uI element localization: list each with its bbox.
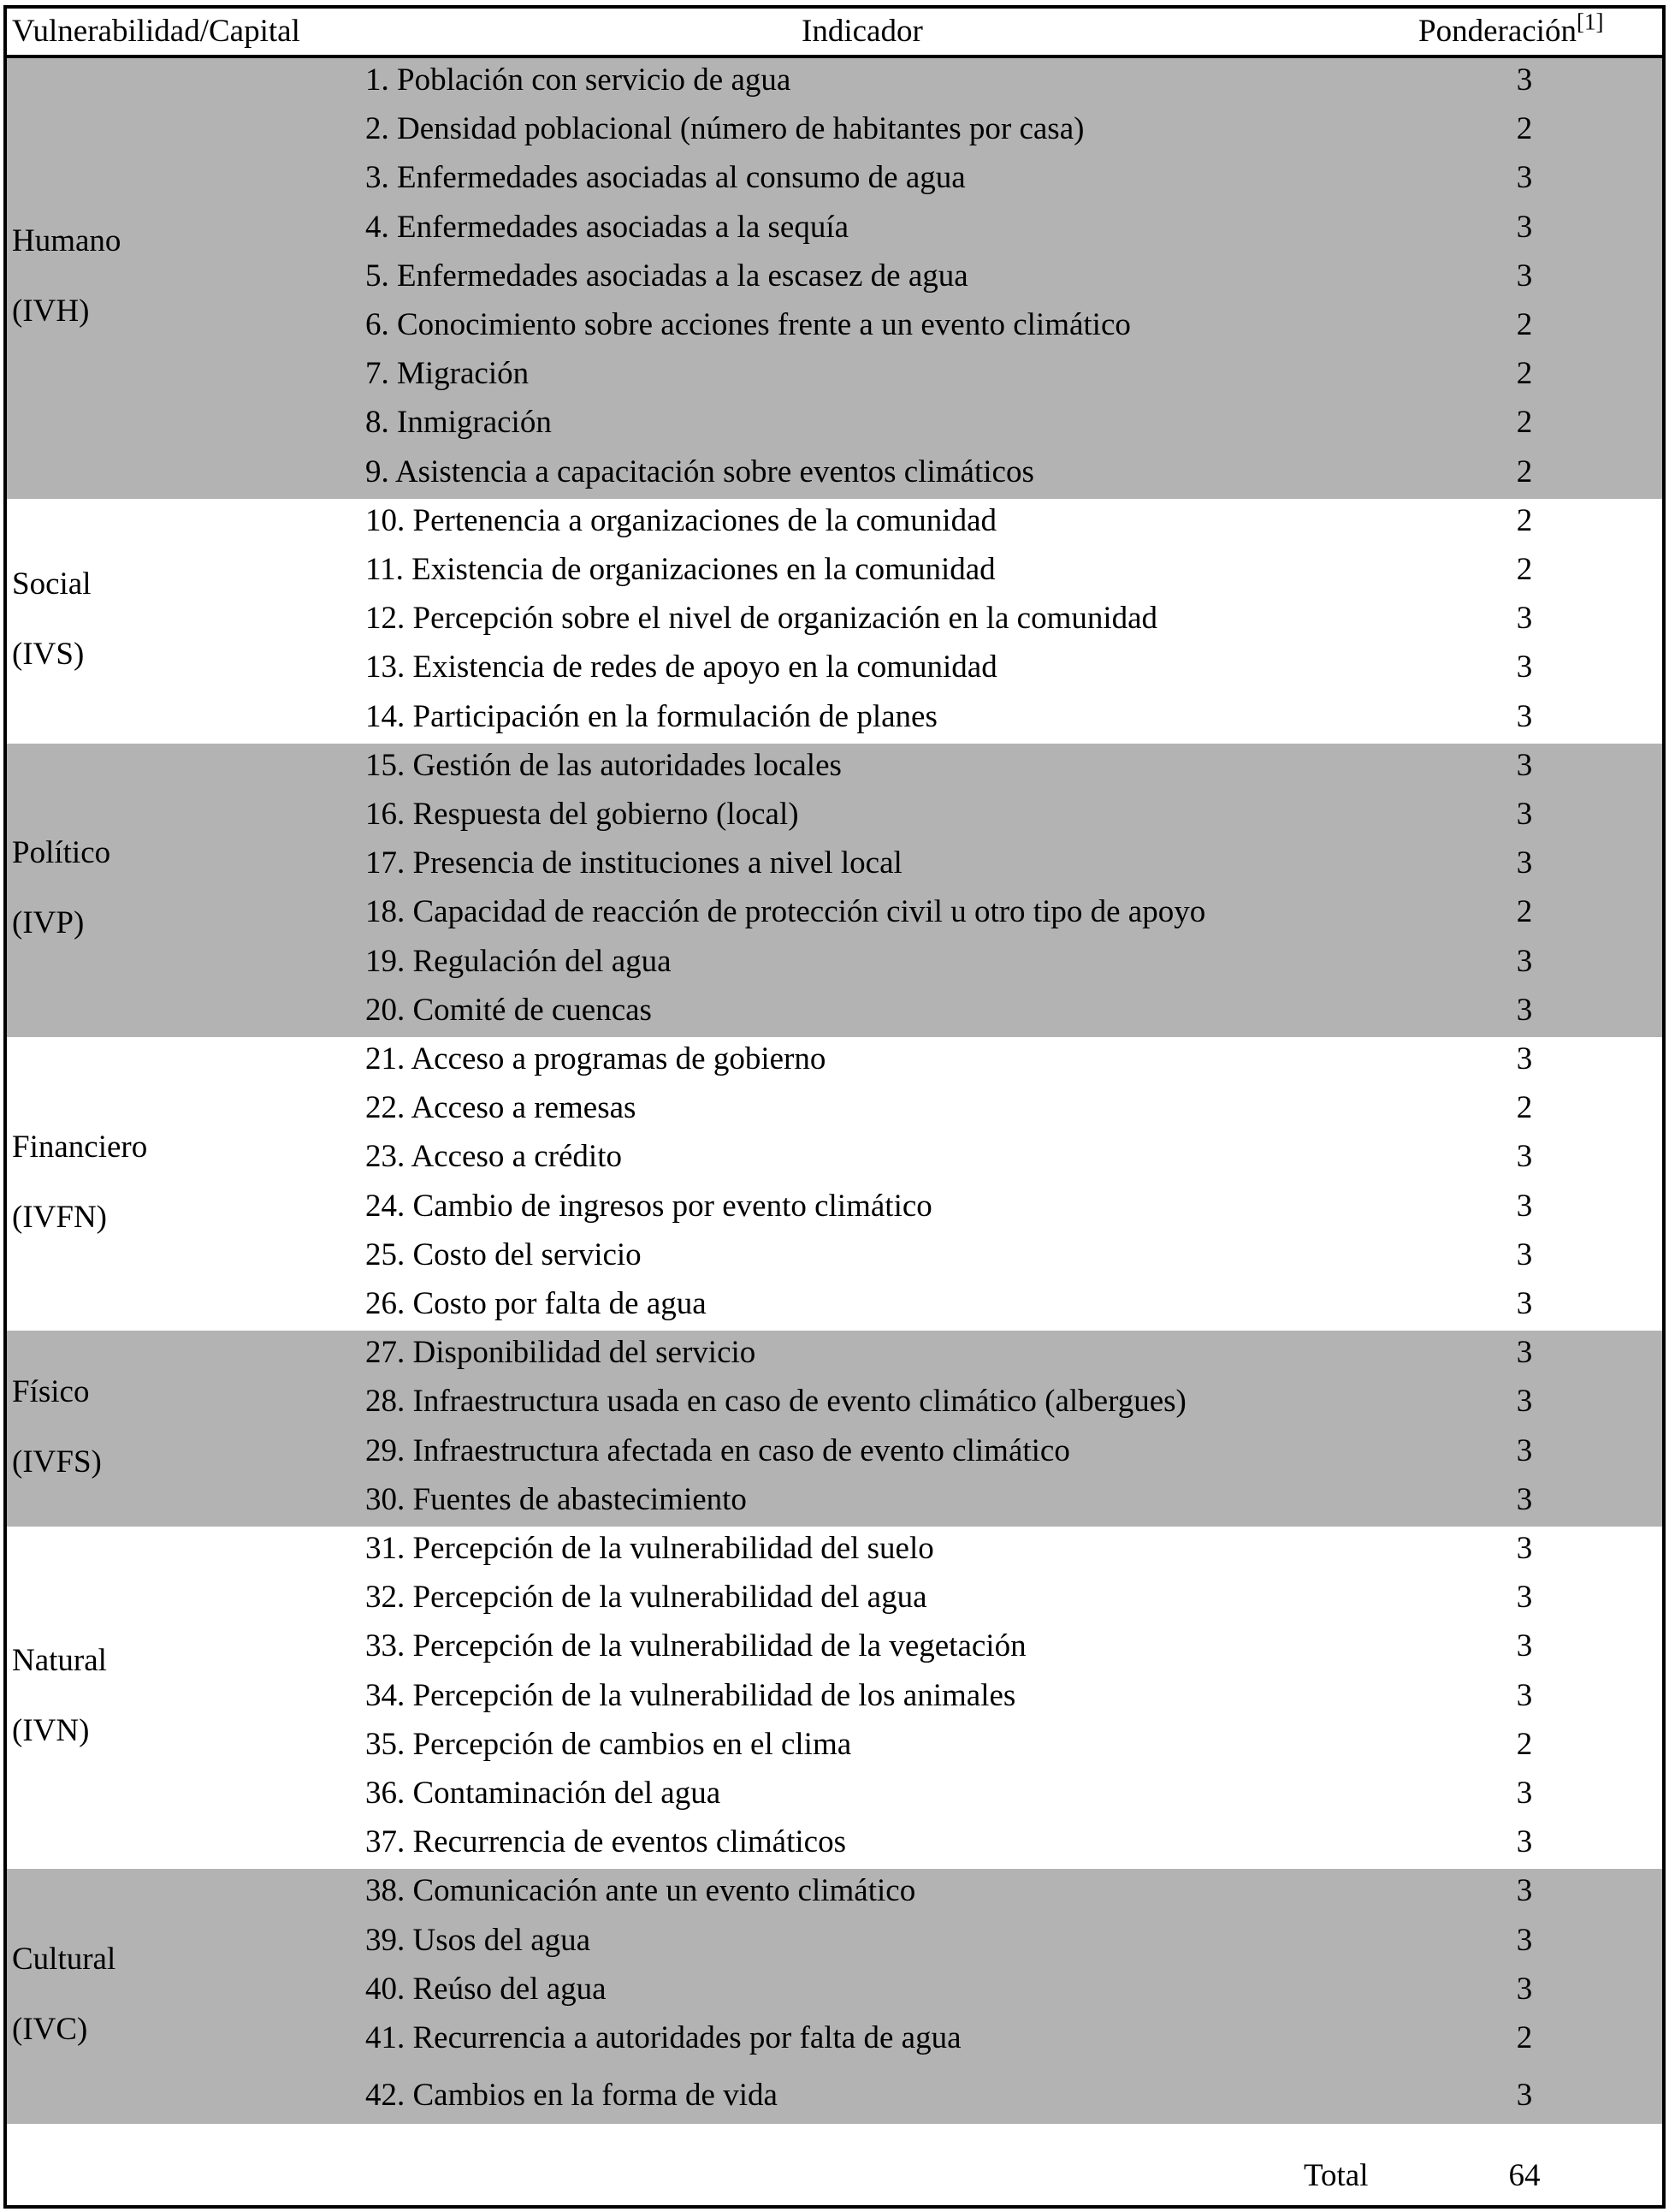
header-weight-label: Ponderación [1418,14,1577,49]
indicator-weight: 3 [1516,797,1533,832]
indicator-weight: 3 [1516,1677,1533,1713]
indicator-label: 11. Existencia de organizaciones en la comunidad [365,552,996,587]
indicator-label: 7. Migración [365,356,530,392]
indicator-weight: 2 [1516,2020,1533,2055]
indicator-label: 23. Acceso a crédito [365,1139,622,1175]
indicator-label: 8. Inmigración [365,405,552,441]
indicator-weight: 2 [1516,111,1533,147]
indicator-weight: 3 [1516,1286,1533,1321]
indicator-label: 33. Percepción de la vulnerabilidad de la vegetación [365,1628,1027,1664]
indicator-weight: 3 [1516,1776,1533,1811]
indicator-label: 4. Enfermedades asociadas a la sequía [365,209,849,245]
indicator-label: 2. Densidad poblacional (número de habitantes por casa) [365,111,1085,147]
capital-code: (IVS) [12,636,85,672]
header-indicator: Indicador [802,14,923,49]
indicator-weight: 3 [1516,1531,1533,1566]
indicator-weight: 3 [1516,1139,1533,1175]
indicator-label: 13. Existencia de redes de apoyo en la comunidad [365,649,997,685]
capital-name: Natural [12,1643,107,1679]
capital-name: Financiero [12,1129,148,1165]
indicator-label: 24. Cambio de ingresos por evento climático [365,1188,932,1224]
group-band [7,744,1662,1037]
indicator-label: 12. Percepción sobre el nivel de organización en la comunidad [365,601,1158,637]
indicator-label: 26. Costo por falta de agua [365,1286,707,1321]
capital-code: (IVP) [12,905,85,941]
indicator-label: 18. Capacidad de reacción de protección civil u otro tipo de apoyo [365,894,1206,930]
header-vulnerability-capital: Vulnerabilidad/Capital [12,14,300,49]
indicator-weight: 3 [1516,160,1533,196]
indicator-weight: 2 [1516,1090,1533,1126]
indicator-label: 17. Presencia de instituciones a nivel local [365,845,903,881]
indicator-weight: 3 [1516,943,1533,979]
indicator-label: 5. Enfermedades asociadas a la escasez de agua [365,258,968,294]
indicator-weight: 2 [1516,502,1533,538]
capital-code: (IVN) [12,1713,90,1749]
indicator-label: 37. Recurrencia de eventos climáticos [365,1824,846,1860]
footnote-marker: [1] [1576,9,1604,35]
indicator-label: 25. Costo del servicio [365,1236,642,1272]
indicator-weight: 2 [1516,454,1533,489]
total-label: Total [1304,2158,1369,2193]
indicator-label: 35. Percepción de cambios en el clima [365,1726,852,1762]
capital-code: (IVH) [12,294,90,329]
indicator-label: 21. Acceso a programas de gobierno [365,1041,826,1076]
indicator-weight: 3 [1516,747,1533,783]
indicator-weight: 3 [1516,1335,1533,1371]
indicator-weight: 3 [1516,1041,1533,1076]
indicator-weight: 3 [1516,1971,1533,2007]
capital-name: Político [12,835,111,871]
capital-name: Cultural [12,1942,116,1978]
indicator-weight: 3 [1516,258,1533,294]
indicator-label: 28. Infraestructura usada en caso de evento climático (albergues) [365,1384,1187,1420]
indicator-label: 31. Percepción de la vulnerabilidad del suelo [365,1531,934,1566]
indicator-label: 20. Comité de cuencas [365,992,652,1028]
capital-code: (IVFS) [12,1444,102,1480]
indicator-label: 16. Respuesta del gobierno (local) [365,797,799,832]
total-value: 64 [1508,2158,1541,2193]
indicator-label: 3. Enfermedades asociadas al consumo de agua [365,160,966,196]
indicator-weight: 3 [1516,1873,1533,1909]
indicator-weight: 3 [1516,992,1533,1028]
indicator-weight: 3 [1516,1824,1533,1860]
indicator-label: 40. Reúso del agua [365,1971,607,2007]
indicator-weight: 3 [1516,1481,1533,1517]
indicator-weight: 3 [1516,1432,1533,1468]
indicator-weight: 3 [1516,1384,1533,1420]
indicator-label: 27. Disponibilidad del servicio [365,1335,756,1371]
indicator-label: 29. Infraestructura afectada en caso de evento climático [365,1432,1070,1468]
header-weight [1418,9,1604,51]
capital-code: (IVFN) [12,1199,107,1235]
indicator-label: 39. Usos del agua [365,1922,591,1958]
indicator-label: 6. Conocimiento sobre acciones frente a un evento climático [365,307,1131,342]
indicator-weight: 3 [1516,1628,1533,1664]
indicator-weight: 3 [1516,698,1533,734]
indicator-weight: 2 [1516,1726,1533,1762]
indicator-weight: 2 [1516,307,1533,342]
indicator-label: 10. Pertenencia a organizaciones de la comunidad [365,502,997,538]
group-band [7,1331,1662,1527]
indicator-weight: 3 [1516,1188,1533,1224]
indicator-weight: 3 [1516,62,1533,98]
indicator-label: 9. Asistencia a capacitación sobre eventos climáticos [365,454,1034,489]
indicator-label: 22. Acceso a remesas [365,1090,636,1126]
indicator-weight: 2 [1516,894,1533,930]
indicator-label: 15. Gestión de las autoridades locales [365,747,842,783]
group-band [7,1037,1662,1331]
indicator-label: 42. Cambios en la forma de vida [365,2078,778,2114]
indicator-label: 1. Población con servicio de agua [365,62,791,98]
indicator-weight: 3 [1516,1580,1533,1616]
indicator-label: 34. Percepción de la vulnerabilidad de los animales [365,1677,1016,1713]
indicator-label: 36. Contaminación del agua [365,1776,721,1811]
indicator-weight: 2 [1516,405,1533,441]
indicator-weight: 2 [1516,356,1533,392]
indicator-label: 38. Comunicación ante un evento climático [365,1873,916,1909]
indicator-label: 32. Percepción de la vulnerabilidad del agua [365,1580,927,1616]
capital-code: (IVC) [12,2012,88,2048]
indicator-weight: 3 [1516,601,1533,637]
indicator-weight: 3 [1516,845,1533,881]
indicator-weight: 3 [1516,1922,1533,1958]
indicator-weight: 3 [1516,209,1533,245]
indicator-weight: 3 [1516,649,1533,685]
indicator-weight: 3 [1516,1236,1533,1272]
indicator-label: 14. Participación en la formulación de planes [365,698,938,734]
capital-name: Físico [12,1373,90,1409]
indicator-label: 41. Recurrencia a autoridades por falta de agua [365,2020,962,2055]
capital-name: Humano [12,223,121,259]
indicator-weight: 3 [1516,2078,1533,2114]
indicator-label: 30. Fuentes de abastecimiento [365,1481,747,1517]
indicator-label: 19. Regulación del agua [365,943,672,979]
capital-name: Social [12,566,92,602]
indicator-weight: 2 [1516,552,1533,587]
